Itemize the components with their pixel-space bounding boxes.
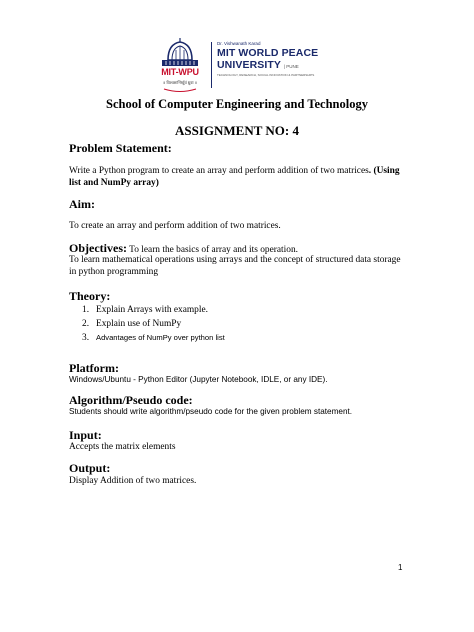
problem-statement-line1 bbox=[69, 165, 400, 177]
university-name-line1: MIT WORLD PEACE bbox=[217, 47, 319, 59]
university-name-line2 bbox=[217, 59, 327, 73]
output-text: Display Addition of two matrices. bbox=[69, 476, 197, 486]
list-item bbox=[82, 329, 225, 343]
input-text: Accepts the matrix elements bbox=[69, 442, 176, 452]
algorithm-text: Students should write algorithm/pseudo code for the given problem statement. bbox=[69, 407, 353, 416]
university-subtitle: TECHNOLOGY, RESEARCH, SOCIAL INNOVATION & PARTNERSHIPS bbox=[217, 73, 315, 77]
objectives-text-3: in python programming bbox=[69, 267, 159, 277]
problem-statement-dot: . bbox=[368, 166, 372, 176]
page-number: 1 bbox=[398, 563, 403, 572]
list-text: Advantages of NumPy over python list bbox=[96, 333, 225, 342]
algorithm-heading: Algorithm/Pseudo code: bbox=[69, 393, 193, 407]
platform-text: Windows/Ubuntu - Python Editor (Jupyter Notebook, IDLE, or any IDE). bbox=[69, 375, 328, 384]
platform-heading: Platform: bbox=[69, 361, 119, 375]
problem-statement-bold-1: (Using bbox=[371, 166, 400, 176]
university-logo bbox=[156, 36, 322, 96]
list-number: 3. bbox=[82, 333, 90, 343]
aim-text: To create an array and perform addition of two matrices. bbox=[69, 221, 281, 231]
emblem-tagline: ॥ विश्वशान्तिर्ध्रुवं ध्रुवा ॥ bbox=[162, 80, 198, 85]
objectives-text-2: To learn mathematical operations using arrays and the concept of structured data storage bbox=[69, 255, 401, 265]
problem-statement-heading: Problem Statement: bbox=[69, 141, 172, 155]
list-text: Explain Arrays with example. bbox=[96, 305, 208, 315]
university-word: UNIVERSITY bbox=[217, 59, 281, 71]
assignment-title: ASSIGNMENT NO: 4 bbox=[174, 123, 299, 138]
aim-heading: Aim: bbox=[69, 197, 95, 211]
university-city: | PUNE bbox=[283, 64, 299, 69]
list-number: 1. bbox=[82, 305, 90, 315]
list-item bbox=[82, 301, 225, 315]
theory-heading: Theory: bbox=[69, 289, 111, 303]
theory-list bbox=[82, 301, 225, 343]
mit-wpu-emblem bbox=[156, 36, 204, 96]
emblem-text: MIT-WPU bbox=[161, 67, 199, 77]
list-number: 2. bbox=[82, 319, 90, 329]
objectives-text-1: To learn the basics of array and its operation. bbox=[126, 245, 298, 255]
problem-statement-bold-2: list and NumPy array) bbox=[69, 178, 159, 188]
university-name-block bbox=[217, 40, 327, 78]
list-text: Explain use of NumPy bbox=[96, 319, 182, 329]
input-heading: Input: bbox=[69, 428, 102, 442]
founder-name: Dr. Vishwanath Karad bbox=[217, 41, 261, 46]
objectives-heading: Objectives: bbox=[69, 241, 127, 255]
school-title: School of Computer Engineering and Technology bbox=[106, 97, 368, 111]
list-item bbox=[82, 315, 225, 329]
problem-statement-text: Write a Python program to create an array and perform addition of two matrices bbox=[69, 166, 369, 176]
output-heading: Output: bbox=[69, 461, 111, 475]
dome-icon bbox=[156, 36, 204, 96]
logo-divider bbox=[211, 42, 212, 88]
